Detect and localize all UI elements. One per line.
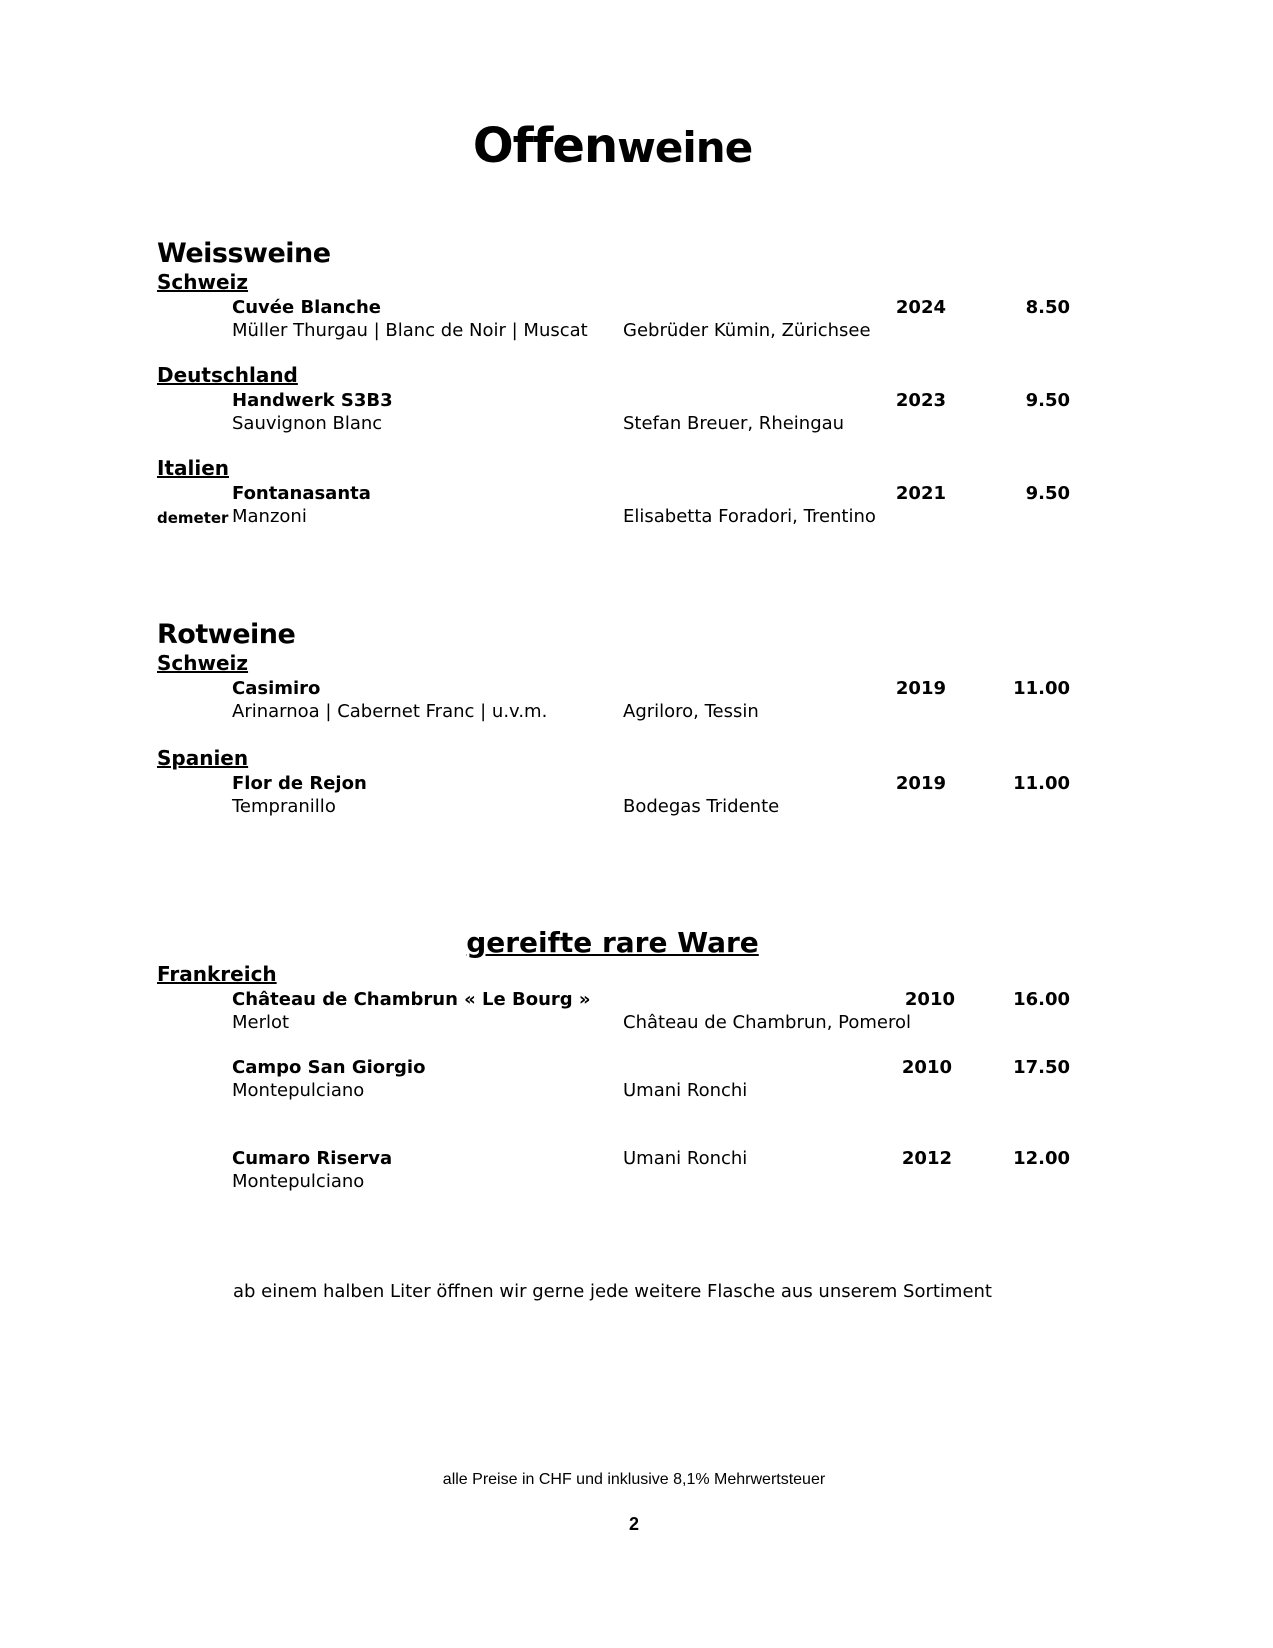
wine-grape: Sauvignon Blanc <box>232 413 383 434</box>
wine-grape: Merlot <box>232 1012 290 1033</box>
wine-year: 2023 <box>895 390 946 411</box>
country-heading: Italien <box>157 456 230 480</box>
wine-producer: Agriloro, Tessin <box>623 701 759 722</box>
wine-producer: Château de Chambrun, Pomerol <box>623 1012 911 1033</box>
demeter-label: demeter <box>157 509 229 527</box>
wine-name: Campo San Giorgio <box>232 1057 426 1078</box>
section-heading-red: Rotweine <box>157 619 296 650</box>
wine-price: 8.50 <box>1025 297 1070 318</box>
country-heading: Frankreich <box>157 962 277 986</box>
wine-grape: Montepulciano <box>232 1080 365 1101</box>
wine-price: 12.00 <box>1013 1148 1070 1169</box>
wine-producer: Umani Ronchi <box>623 1148 748 1169</box>
wine-grape: Montepulciano <box>232 1171 365 1192</box>
wine-year: 2012 <box>901 1148 952 1169</box>
wine-name: Casimiro <box>232 678 321 699</box>
rare-section-heading: gereifte rare Ware <box>466 926 759 959</box>
wine-producer: Gebrüder Kümin, Zürichsee <box>623 320 871 341</box>
wine-name: Handwerk S3B3 <box>232 390 393 411</box>
country-heading: Schweiz <box>157 651 249 675</box>
wine-producer: Bodegas Tridente <box>623 796 780 817</box>
wine-producer: Stefan Breuer, Rheingau <box>623 413 845 434</box>
wine-year: 2019 <box>895 773 946 794</box>
wine-price: 9.50 <box>1025 390 1070 411</box>
wine-price: 11.00 <box>1013 678 1070 699</box>
wine-name: Cuvée Blanche <box>232 297 381 318</box>
wine-name: Flor de Rejon <box>232 773 367 794</box>
bottle-note: ab einem halben Liter öffnen wir gerne jede weitere Flasche aus unserem Sortiment <box>232 1281 992 1302</box>
wine-name: Cumaro Riserva <box>232 1148 393 1169</box>
wine-grape: Müller Thurgau | Blanc de Noir | Muscat <box>232 320 588 341</box>
wine-price: 9.50 <box>1025 483 1070 504</box>
wine-price: 11.00 <box>1013 773 1070 794</box>
section-heading-white: Weissweine <box>157 238 331 269</box>
page-number: 2 <box>628 1514 639 1534</box>
wine-name: Château de Chambrun « Le Bourg » <box>232 989 591 1010</box>
country-heading: Spanien <box>157 746 249 770</box>
country-heading: Deutschland <box>157 363 298 387</box>
title-part-offen: Offen <box>472 118 618 174</box>
title-part-weine: weine <box>617 123 753 172</box>
wine-grape: Manzoni <box>232 506 307 527</box>
page-title <box>0 118 1225 176</box>
wine-name: Fontanasanta <box>232 483 371 504</box>
wine-price: 17.50 <box>1013 1057 1070 1078</box>
wine-year: 2010 <box>901 1057 952 1078</box>
wine-producer: Umani Ronchi <box>623 1080 748 1101</box>
wine-year: 2024 <box>895 297 946 318</box>
country-heading: Schweiz <box>157 270 249 294</box>
price-footer: alle Preise in CHF und inklusive 8,1% Mehrwertsteuer <box>442 1471 826 1488</box>
wine-year: 2019 <box>895 678 946 699</box>
wine-year: 2021 <box>895 483 946 504</box>
wine-year: 2010 <box>904 989 955 1010</box>
wine-grape: Tempranillo <box>232 796 336 817</box>
wine-price: 16.00 <box>1013 989 1070 1010</box>
wine-grape: Arinarnoa | Cabernet Franc | u.v.m. <box>232 701 548 722</box>
wine-producer: Elisabetta Foradori, Trentino <box>623 506 876 527</box>
